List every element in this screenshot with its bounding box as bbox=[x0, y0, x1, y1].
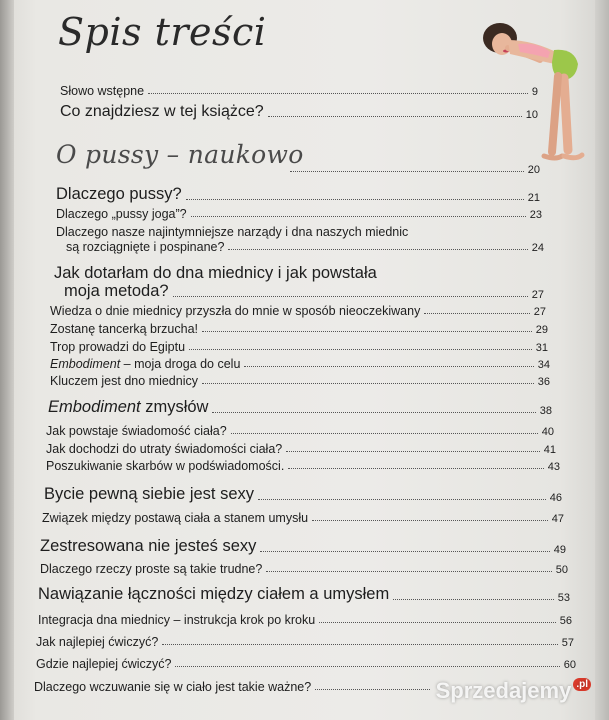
toc-chapter-line1: Jak dotarłam do dna miednicy i jak powstała bbox=[54, 264, 377, 282]
toc-entry: Zostanę tancerką brzucha! 29 bbox=[50, 322, 548, 336]
toc-entry: Dlaczego rzeczy proste są takie trudne? 50 bbox=[40, 562, 568, 576]
toc-entry: Poszukiwanie skarbów w podświadomości. 43 bbox=[46, 459, 560, 473]
toc-entry: Integracja dna miednicy – instrukcja krok po kroku 56 bbox=[38, 613, 572, 627]
watermark-logo: Sprzedajemy .pl bbox=[436, 678, 591, 704]
page-title: Spis treści bbox=[58, 10, 267, 54]
toc-chapter: Bycie pewną siebie jest sexy 46 bbox=[44, 485, 562, 504]
toc-chapter: moja metoda? 27 bbox=[64, 282, 544, 301]
toc-entry: Co znajdziesz w tej książce? 10 bbox=[60, 103, 538, 121]
toc-entry: Słowo wstępne 9 bbox=[60, 84, 538, 98]
toc-chapter: Dlaczego pussy? 21 bbox=[56, 185, 540, 204]
toc-entry: są rozciągnięte i pospinane? 24 bbox=[66, 240, 544, 254]
toc-chapter: Zestresowana nie jesteś sexy 49 bbox=[40, 537, 566, 556]
toc-entry: Jak dochodzi do utraty świadomości ciała? 41 bbox=[46, 442, 556, 456]
book-spine-shadow bbox=[0, 0, 14, 720]
toc-entry-line1: Dlaczego nasze najintymniejsze narządy i dna naszych miednic bbox=[56, 225, 409, 239]
toc-entry: Wiedza o dnie miednicy przyszła do mnie w sposób nieoczekiwany 27 bbox=[50, 304, 546, 318]
toc-entry: Kluczem jest dno miednicy 36 bbox=[50, 374, 550, 388]
toc-entry: Dlaczego „pussy joga”? 23 bbox=[56, 207, 542, 221]
part-title: O pussy – naukowo bbox=[56, 140, 304, 169]
toc-part-row: 20 bbox=[56, 146, 540, 176]
toc-entry: Trop prowadzi do Egiptu 31 bbox=[50, 340, 548, 354]
toc-entry: Embodiment – moja droga do celu 34 bbox=[50, 357, 550, 371]
toc-chapter: Nawiązanie łączności między ciałem a umysłem 53 bbox=[38, 585, 570, 604]
toc-entry: Gdzie najlepiej ćwiczyć? 60 bbox=[36, 657, 576, 671]
toc-entry: Jak najlepiej ćwiczyć? 57 bbox=[36, 635, 574, 649]
toc-entry: Związek między postawą ciała a stanem umysłu 47 bbox=[42, 511, 564, 525]
toc-entry: Dlaczego wczuwanie się w ciało jest takie ważne? bbox=[34, 680, 434, 694]
page-edge bbox=[595, 0, 609, 720]
toc-entry: Jak powstaje świadomość ciała? 40 bbox=[46, 424, 554, 438]
toc-chapter: Embodiment zmysłów 38 bbox=[48, 398, 552, 417]
